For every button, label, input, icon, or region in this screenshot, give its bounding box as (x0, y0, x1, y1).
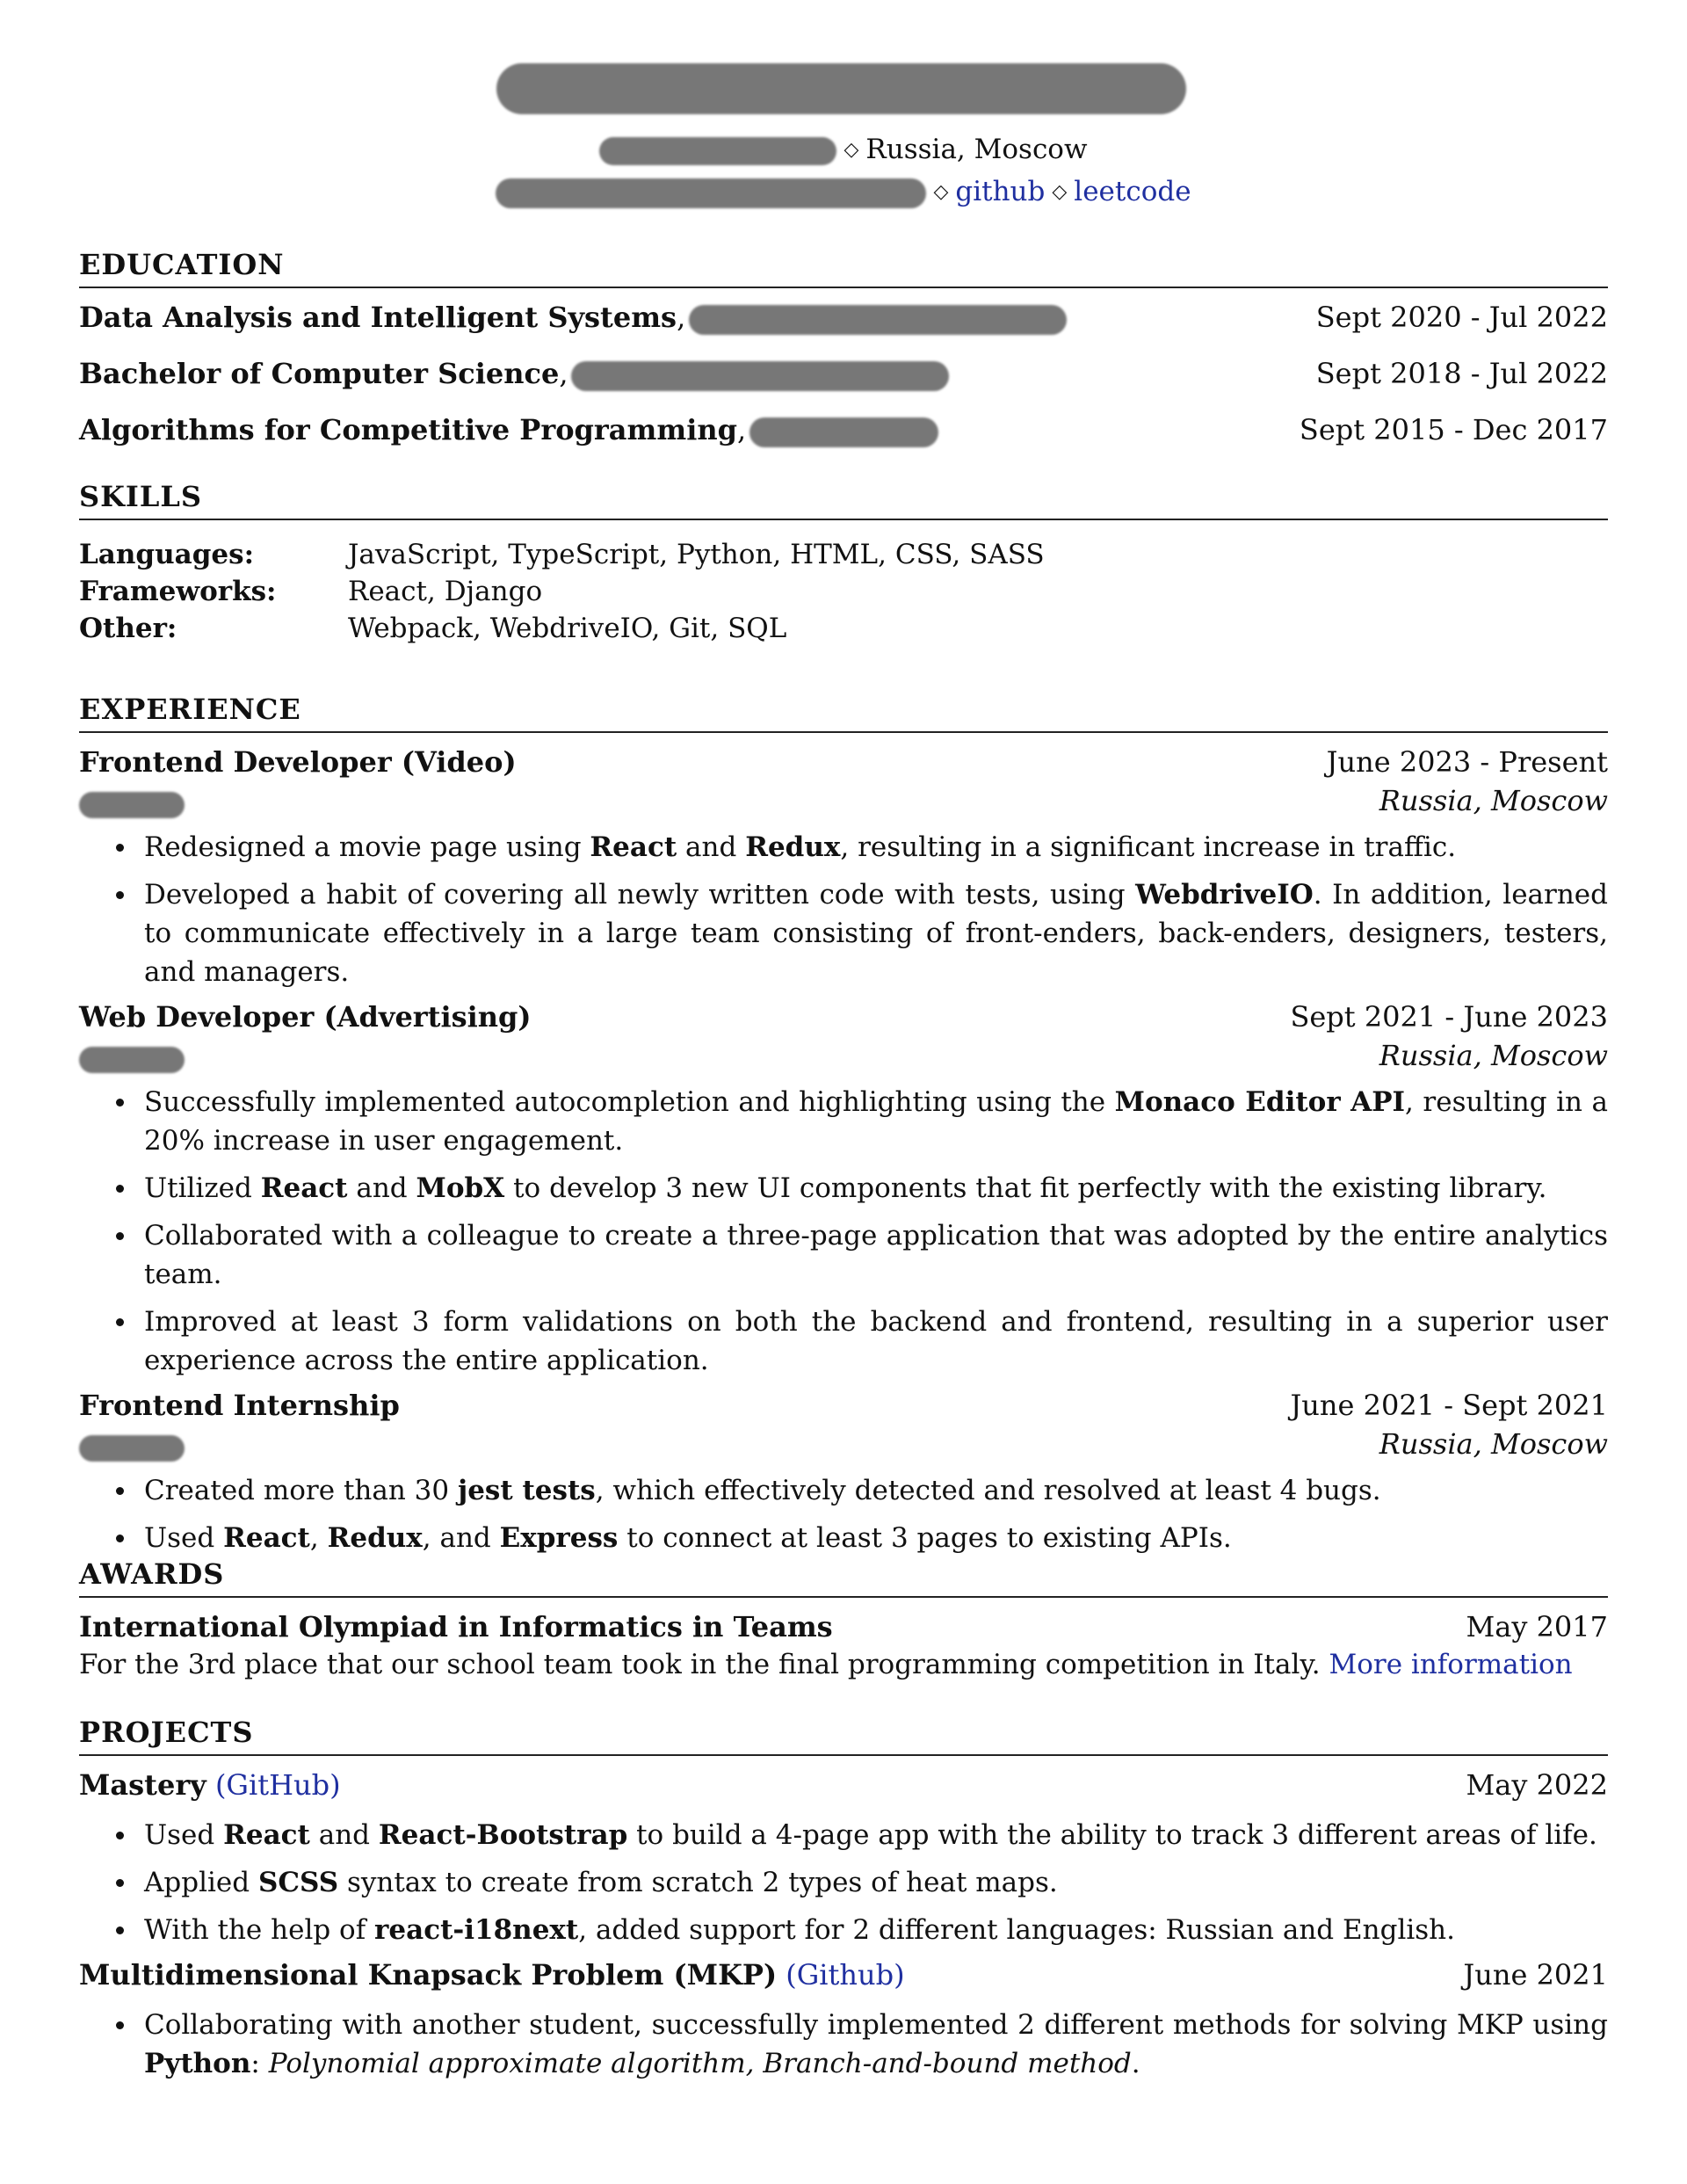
skills-table (79, 536, 1608, 647)
bullet-text: to build a 4-page app with the ability to track 3 different areas of life. (627, 1819, 1597, 1851)
skill-label: Languages: (79, 539, 255, 570)
bullet-text: , resulting in a 20% increase in user engagement. (144, 1086, 1608, 1157)
bullet-text: Developed a habit of covering all newly written code with tests, using (144, 879, 1136, 911)
degree: Algorithms for Competitive Programming (79, 413, 738, 446)
bullet-text: and (677, 831, 746, 863)
bullet-item (144, 1216, 1608, 1294)
section-title: AWARDS (79, 1557, 1608, 1598)
bullet-text: Collaborated with a colleague to create a three-page application that was adopted by the entire analytics team. (144, 1220, 1608, 1290)
skill-value: React, Django (348, 576, 543, 607)
project-name: Mastery (79, 1768, 206, 1802)
job-bullets (79, 1471, 1608, 1557)
github-link[interactable]: github (955, 176, 1046, 207)
degree: Bachelor of Computer Science (79, 357, 560, 390)
contact-line-1 (79, 134, 1608, 165)
skill-value: Webpack, WebdriveIO, Git, SQL (348, 613, 787, 644)
diamond-icon: ◇ (1052, 181, 1068, 203)
skill-value: JavaScript, TypeScript, Python, HTML, CSS, SASS (348, 539, 1045, 570)
section-title: EXPERIENCE (79, 693, 1608, 733)
bullet-item (144, 1911, 1608, 1949)
bullet-text: WebdriveIO (1135, 879, 1314, 911)
bullet-text: Redux (327, 1522, 423, 1554)
bullet-text: , (309, 1522, 328, 1554)
bullet-item (144, 1519, 1608, 1557)
experience-section (79, 693, 1608, 1566)
skill-label: Other: (79, 613, 177, 644)
job-role: Frontend Developer (Video) (79, 745, 517, 779)
bullet-text: Collaborating with another student, successfully implemented 2 different methods for solving MKP using (144, 2009, 1608, 2041)
bullet-item (144, 1863, 1608, 1902)
award-description: For the 3rd place that our school team took in the final programming competition in Italy. (79, 1649, 1321, 1680)
bullet-item (144, 1816, 1608, 1854)
redacted-school (689, 305, 1067, 335)
job-bullets (79, 828, 1608, 991)
diamond-icon: ◇ (933, 181, 949, 203)
bullet-text: , added support for 2 different languages: Russian and English. (578, 1914, 1456, 1946)
bullet-text: , which effectively detected and resolved at least 4 bugs. (595, 1475, 1381, 1506)
redacted-company (79, 1047, 185, 1073)
bullet-text: With the help of (144, 1914, 375, 1946)
job-dates: Sept 2021 - June 2023 (1290, 1000, 1608, 1034)
project-github-link[interactable]: (Github) (786, 1958, 905, 1992)
bullet-text: jest tests (457, 1475, 596, 1506)
bullet-text: : (250, 2048, 269, 2079)
dates: Sept 2020 - Jul 2022 (1315, 301, 1608, 334)
more-information-link[interactable]: More information (1329, 1649, 1573, 1680)
projects-section (79, 1716, 1608, 2092)
project-bullets (79, 1816, 1608, 1949)
section-title: SKILLS (79, 480, 1608, 520)
award-date: May 2017 (1466, 1610, 1608, 1643)
bullet-item (144, 1471, 1608, 1510)
dates: Sept 2018 - Jul 2022 (1315, 357, 1608, 390)
bullet-item (144, 1169, 1608, 1208)
awards-section (79, 1557, 1608, 1680)
redacted-email (496, 178, 926, 208)
job-entry (79, 1000, 1608, 1380)
bullet-text: Monaco Editor API (1114, 1086, 1406, 1118)
redacted-name (496, 63, 1186, 114)
bullet-text: Successfully implemented autocompletion and highlighting using the (144, 1086, 1115, 1118)
redacted-school (571, 361, 949, 391)
bullet-item (144, 1302, 1608, 1380)
job-role: Web Developer (Advertising) (79, 1000, 532, 1034)
project-github-link[interactable]: (GitHub) (214, 1768, 341, 1802)
bullet-text: to develop 3 new UI components that fit perfectly with the existing library. (504, 1172, 1547, 1204)
redacted-school (749, 417, 938, 447)
job-bullets (79, 1083, 1608, 1380)
bullet-text: Applied (144, 1867, 258, 1898)
bullet-text: , resulting in a significant increase in traffic. (840, 831, 1457, 863)
project-entry (79, 1958, 1608, 2083)
contact-line-2 (79, 176, 1608, 208)
section-title: PROJECTS (79, 1716, 1608, 1756)
bullet-text: React (223, 1522, 310, 1554)
bullet-text: react-i18next (374, 1914, 579, 1946)
bullet-text: Redesigned a movie page using (144, 831, 590, 863)
job-entry (79, 1389, 1608, 1557)
job-entry (79, 745, 1608, 991)
bullet-text: , and (422, 1522, 500, 1554)
bullet-text: Utilized (144, 1172, 261, 1204)
award-name: International Olympiad in Informatics in Teams (79, 1610, 833, 1643)
bullet-text: Used (144, 1819, 224, 1851)
job-dates: June 2021 - Sept 2021 (1290, 1389, 1608, 1422)
project-bullets (79, 2006, 1608, 2083)
bullet-text: to connect at least 3 pages to existing APIs. (618, 1522, 1232, 1554)
bullet-text: Polynomial approximate algorithm, Branch-and-bound method (268, 2048, 1132, 2079)
leetcode-link[interactable]: leetcode (1074, 176, 1191, 207)
bullet-text: and (309, 1819, 379, 1851)
redacted-contact (599, 137, 836, 165)
bullet-text: MobX (416, 1172, 505, 1204)
education-item: Bachelor of Computer Science, Sept 2018 - Jul 2022 (79, 357, 1608, 390)
bullet-text: Improved at least 3 form validations on both the backend and frontend, resulting in a superior user experience across the entire application. (144, 1306, 1608, 1376)
bullet-text: React (223, 1819, 310, 1851)
dates: Sept 2015 - Dec 2017 (1299, 413, 1608, 446)
project-date: May 2022 (1466, 1768, 1608, 1802)
bullet-item (144, 828, 1608, 867)
bullet-text: . (1131, 2048, 1140, 2079)
bullet-text: Python (144, 2048, 251, 2079)
bullet-item (144, 875, 1608, 991)
redacted-company (79, 792, 185, 818)
bullet-text: Used (144, 1522, 224, 1554)
skills-section (79, 480, 1608, 647)
diamond-icon: ◇ (844, 139, 859, 161)
bullet-text: Created more than 30 (144, 1475, 458, 1506)
bullet-text: React-Bootstrap (378, 1819, 628, 1851)
bullet-text: React (260, 1172, 348, 1204)
bullet-item (144, 1083, 1608, 1160)
job-location: Russia, Moscow (1379, 784, 1608, 817)
bullet-text: SCSS (257, 1867, 339, 1898)
bullet-text: . In addition, learned to communicate effectively in a large team consisting of front-enders, back-enders, designers, testers, and managers. (144, 879, 1608, 988)
job-role: Frontend Internship (79, 1389, 400, 1422)
skill-label: Frameworks: (79, 576, 277, 607)
award-description-line (79, 1649, 1608, 1680)
location: Russia, Moscow (865, 134, 1088, 165)
bullet-text: syntax to create from scratch 2 types of heat maps. (338, 1867, 1058, 1898)
job-location: Russia, Moscow (1379, 1427, 1608, 1461)
job-location: Russia, Moscow (1379, 1039, 1608, 1072)
resume-page (79, 0, 1608, 2184)
project-name: Multidimensional Knapsack Problem (MKP) (79, 1958, 778, 1992)
job-dates: June 2023 - Present (1326, 745, 1608, 779)
degree: Data Analysis and Intelligent Systems (79, 301, 677, 334)
bullet-text: Redux (745, 831, 841, 863)
bullet-text: React (590, 831, 677, 863)
education-item: Data Analysis and Intelligent Systems, Sept 2020 - Jul 2022 (79, 301, 1608, 334)
education-section (79, 248, 1608, 469)
project-date: June 2021 (1463, 1958, 1608, 1992)
section-title: EDUCATION (79, 248, 1608, 288)
project-entry (79, 1768, 1608, 1949)
bullet-text: Express (499, 1522, 619, 1554)
education-item: Algorithms for Competitive Programming, Sept 2015 - Dec 2017 (79, 413, 1608, 446)
bullet-item (144, 2006, 1608, 2083)
redacted-company (79, 1435, 185, 1462)
bullet-text: and (347, 1172, 416, 1204)
